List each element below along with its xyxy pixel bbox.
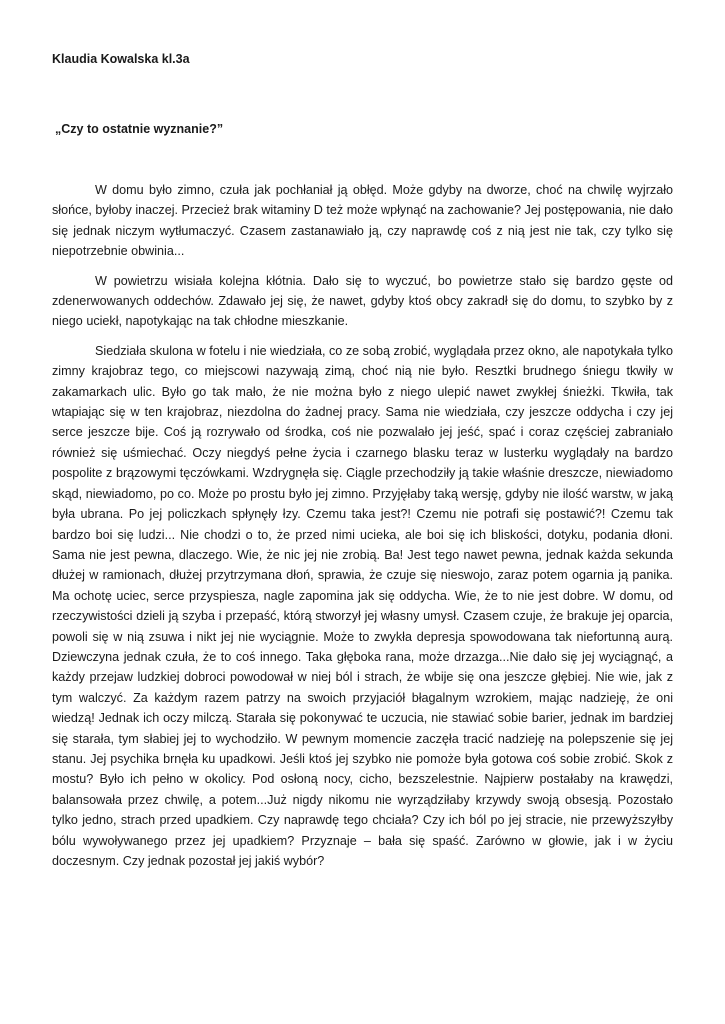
paragraph-2: W powietrzu wisiała kolejna kłótnia. Dało się to wyczuć, bo powietrze stało się bardzo gęste od zdenerwowanych oddechów. Zdawało jej się, że nawet, gdyby ktoś obcy zakradł się do domu, to szybko by z niego uciekł, napotykając na tak chłodne mieszkanie.	[52, 273, 673, 329]
author-line: Klaudia Kowalska kl.3a	[52, 52, 190, 66]
paragraph-1: W domu było zimno, czuła jak pochłaniał ją obłęd. Może gdyby na dworze, choć na chwilę wyjrzało słońce, byłoby inaczej. Przecież brak witaminy D też może wpłynąć na zachowanie? Jej postępowania, nie dało się jednak niczym wytłumaczyć. Czasem zastanawiało ją, czy naprawdę coś z nią jest nie tak, czy tylko się niepotrzebnie obwinia...	[52, 183, 673, 259]
paragraph-3: Siedziała skulona w fotelu i nie wiedziała, co ze sobą zrobić, wyglądała przez okno, ale napotykała tylko zimny krajobraz tego, co miejscowi nazywają zimą, choć nią nie było. Resztki brudnego śniegu tkwiły w zakamarkach ulic. Było go tak mało, że nie można było z niego ulepić nawet zwykłej śnieżki. Tkwiła, tak wtapiając się w ten krajobraz, niezdolna do żadnej pracy. Sama nie wiedziała, czy jeszcze oddycha i czy jej serce jeszcze bije. Coś ją rozrywało od środka, coś nie pozwalało jej jeść, spać i coraz częściej zabraniało również się uśmiechać. Oczy niegdyś pełne życia i czarnego blasku teraz w lusterku wyglądały na bardzo pospolite z brązowymi tęczówkami. Wzdrygnęła się. Ciągle przechodziły ją takie właśnie dreszcze, niewiadomo skąd, niewiadomo, po co. Może po prostu było jej zimno. Przyjęłaby taką wersję, gdyby nie ilość warstw, w jaką była ubrana. Po jej policzkach spłynęły łzy. Czemu taka jest?! Czemu nie potrafi się postawić?! Czemu tak bardzo boi się ludzi... Nie chodzi o to, że przed nimi ucieka, ale boi się ich bliskości, dotyku, podania dłoni. Sama nie jest pewna, dlaczego. Wie, że nic jej nie zrobią. Ba! Jest tego nawet pewna, jednak każda sekunda dłużej w ramionach, dłużej przytrzymana dłoń, sprawia, że czuje się nieswojo, zaraz potem ogarnia ją panika. Ma ochotę uciec, serce przyspiesza, nagle zapomina jak się oddycha. Wie, że to nie jest dobre. W domu, od rzeczywistości dzieli ją szyba i przepaść, którą stworzył jej własny umysł. Czasem czuje, że brakuje jej oparcia, powoli się w nią zsuwa i nikt jej nie wyciągnie. Może to zwykła depresja spowodowana tak niefortunną aurą. Dziewczyna jednak czuła, że to coś innego. Taka głęboka rana, może drzazga...Nie dało się jej wyciągnąć, a każdy przejaw ludzkiej dobroci powodował w niej ból i strach, że wbije się ona jeszcze głębiej. Nie wie, jak z tym walczyć. Za każdym razem patrzy na swoich przyjaciół błagalnym wzrokiem, mając nadzieję, że oni wiedzą! Jednak ich oczy milczą. Starała się pokonywać te uczucia, nie stawiać sobie barier, jednak im bardziej się starała, tym słabiej jej to wychodziło. W pewnym momencie zaczęła tracić nadzieję na polepszenie się jej stanu. Jej psychika brnęła ku upadkowi. Jeśli ktoś jej szybko nie pomoże była gotowa coś sobie zrobić. Skok z mostu? Było ich pełno w okolicy. Pod osłoną nocy, cicho, bezszelestnie. Najpierw postałaby na krawędzi, balansowała przez chwilę, a potem...Już nigdy nikomu nie wyrządziłaby krzywdy swoją obsesją. Pozostało tylko jedno, strach przed upadkiem. Czy naprawdę tego chciała? Czy ich ból po jej stracie, nie przewyższyłby bólu wywoływanego przez jej upadkiem? Przyznaje – bała się spaść. Zarówno w głowie, jak i w życiu doczesnym. Czy jednak pozostał jej jakiś wybór?	[52, 343, 673, 868]
document-title: „Czy to ostatnie wyznanie?”	[55, 122, 224, 136]
body-text	[52, 180, 673, 880]
